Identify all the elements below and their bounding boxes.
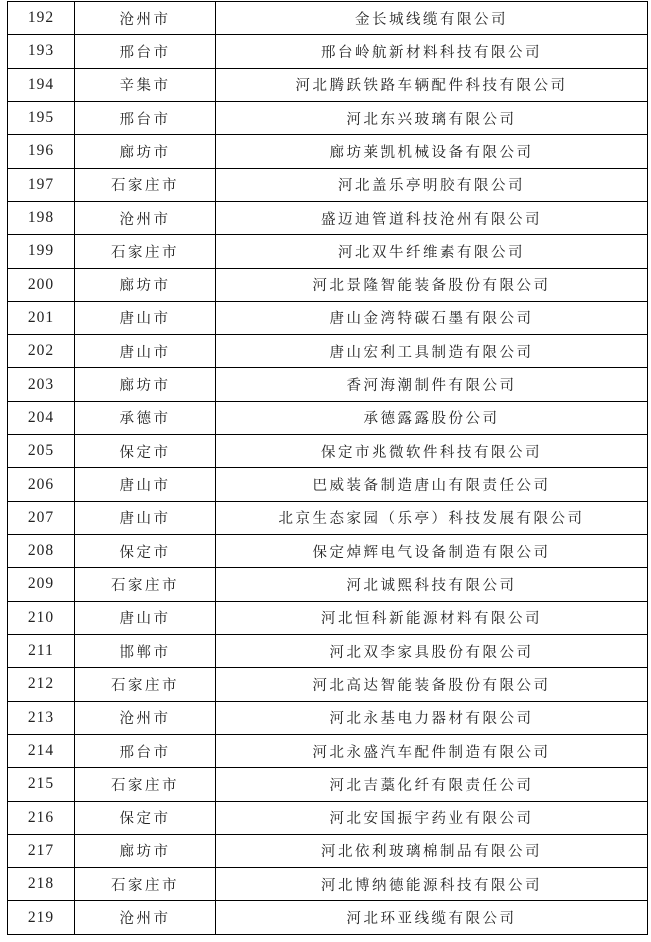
company-name-cell: 河北诚熙科技有限公司 xyxy=(216,568,648,601)
table-row xyxy=(8,168,648,201)
company-name-cell: 金长城线缆有限公司 xyxy=(216,2,648,35)
table-row xyxy=(8,734,648,767)
city-cell: 唐山市 xyxy=(75,301,216,334)
table-row xyxy=(8,834,648,867)
row-number-cell: 197 xyxy=(8,168,75,201)
table-row xyxy=(8,801,648,834)
company-name-cell: 河北永基电力器材有限公司 xyxy=(216,701,648,734)
city-cell: 石家庄市 xyxy=(75,568,216,601)
company-name-cell: 保定焯辉电气设备制造有限公司 xyxy=(216,535,648,568)
company-name-cell: 河北吉藁化纤有限责任公司 xyxy=(216,768,648,801)
row-number-cell: 201 xyxy=(8,301,75,334)
table-row xyxy=(8,35,648,68)
company-name-cell: 河北博纳德能源科技有限公司 xyxy=(216,868,648,901)
table-row xyxy=(8,634,648,667)
company-name-cell: 河北景隆智能装备股份有限公司 xyxy=(216,268,648,301)
row-number-cell: 209 xyxy=(8,568,75,601)
row-number-cell: 216 xyxy=(8,801,75,834)
city-cell: 辛集市 xyxy=(75,68,216,101)
row-number-cell: 195 xyxy=(8,101,75,134)
table-row xyxy=(8,768,648,801)
row-number-cell: 202 xyxy=(8,335,75,368)
city-cell: 廊坊市 xyxy=(75,268,216,301)
table-row xyxy=(8,701,648,734)
city-cell: 邢台市 xyxy=(75,734,216,767)
city-cell: 承德市 xyxy=(75,401,216,434)
table-row xyxy=(8,468,648,501)
company-name-cell: 承德露露股份公司 xyxy=(216,401,648,434)
table-row xyxy=(8,201,648,234)
city-cell: 唐山市 xyxy=(75,468,216,501)
city-cell: 唐山市 xyxy=(75,335,216,368)
row-number-cell: 198 xyxy=(8,201,75,234)
row-number-cell: 210 xyxy=(8,601,75,634)
city-cell: 唐山市 xyxy=(75,601,216,634)
city-cell: 廊坊市 xyxy=(75,368,216,401)
city-cell: 邢台市 xyxy=(75,35,216,68)
row-number-cell: 193 xyxy=(8,35,75,68)
city-cell: 邢台市 xyxy=(75,101,216,134)
city-cell: 沧州市 xyxy=(75,2,216,35)
table-row xyxy=(8,868,648,901)
row-number-cell: 219 xyxy=(8,901,75,935)
company-name-cell: 河北双李家具股份有限公司 xyxy=(216,634,648,667)
row-number-cell: 199 xyxy=(8,235,75,268)
table-row xyxy=(8,535,648,568)
company-name-cell: 唐山宏利工具制造有限公司 xyxy=(216,335,648,368)
row-number-cell: 205 xyxy=(8,435,75,468)
row-number-cell: 215 xyxy=(8,768,75,801)
table-row xyxy=(8,68,648,101)
table-row xyxy=(8,401,648,434)
row-number-cell: 204 xyxy=(8,401,75,434)
row-number-cell: 207 xyxy=(8,501,75,534)
company-name-cell: 盛迈迪管道科技沧州有限公司 xyxy=(216,201,648,234)
row-number-cell: 218 xyxy=(8,868,75,901)
company-name-cell: 巴威装备制造唐山有限责任公司 xyxy=(216,468,648,501)
city-cell: 廊坊市 xyxy=(75,135,216,168)
row-number-cell: 200 xyxy=(8,268,75,301)
company-name-cell: 北京生态家园（乐亭）科技发展有限公司 xyxy=(216,501,648,534)
city-cell: 石家庄市 xyxy=(75,868,216,901)
row-number-cell: 208 xyxy=(8,535,75,568)
row-number-cell: 214 xyxy=(8,734,75,767)
company-name-cell: 河北安国振宇药业有限公司 xyxy=(216,801,648,834)
company-name-cell: 河北东兴玻璃有限公司 xyxy=(216,101,648,134)
city-cell: 石家庄市 xyxy=(75,668,216,701)
company-name-cell: 河北高达智能装备股份有限公司 xyxy=(216,668,648,701)
city-cell: 沧州市 xyxy=(75,201,216,234)
company-table-body xyxy=(8,2,648,935)
company-name-cell: 香河海潮制件有限公司 xyxy=(216,368,648,401)
company-name-cell: 唐山金湾特碳石墨有限公司 xyxy=(216,301,648,334)
table-row xyxy=(8,668,648,701)
company-name-cell: 廊坊莱凯机械设备有限公司 xyxy=(216,135,648,168)
table-row xyxy=(8,268,648,301)
city-cell: 石家庄市 xyxy=(75,768,216,801)
city-cell: 保定市 xyxy=(75,801,216,834)
company-name-cell: 河北永盛汽车配件制造有限公司 xyxy=(216,734,648,767)
row-number-cell: 196 xyxy=(8,135,75,168)
table-row xyxy=(8,235,648,268)
table-row xyxy=(8,568,648,601)
table-row xyxy=(8,601,648,634)
table-row xyxy=(8,368,648,401)
row-number-cell: 211 xyxy=(8,634,75,667)
company-name-cell: 河北盖乐亭明胶有限公司 xyxy=(216,168,648,201)
company-name-cell: 邢台岭航新材料科技有限公司 xyxy=(216,35,648,68)
city-cell: 保定市 xyxy=(75,535,216,568)
company-name-cell: 保定市兆微软件科技有限公司 xyxy=(216,435,648,468)
table-row xyxy=(8,335,648,368)
table-row xyxy=(8,301,648,334)
company-name-cell: 河北双牛纤维素有限公司 xyxy=(216,235,648,268)
city-cell: 邯郸市 xyxy=(75,634,216,667)
row-number-cell: 212 xyxy=(8,668,75,701)
company-table xyxy=(7,1,648,935)
city-cell: 廊坊市 xyxy=(75,834,216,867)
table-row xyxy=(8,101,648,134)
table-row xyxy=(8,435,648,468)
table-row xyxy=(8,501,648,534)
table-row xyxy=(8,901,648,935)
row-number-cell: 213 xyxy=(8,701,75,734)
city-cell: 石家庄市 xyxy=(75,235,216,268)
company-name-cell: 河北环亚线缆有限公司 xyxy=(216,901,648,935)
city-cell: 石家庄市 xyxy=(75,168,216,201)
row-number-cell: 217 xyxy=(8,834,75,867)
row-number-cell: 206 xyxy=(8,468,75,501)
company-name-cell: 河北依利玻璃棉制品有限公司 xyxy=(216,834,648,867)
table-row xyxy=(8,2,648,35)
row-number-cell: 203 xyxy=(8,368,75,401)
company-name-cell: 河北腾跃铁路车辆配件科技有限公司 xyxy=(216,68,648,101)
city-cell: 保定市 xyxy=(75,435,216,468)
city-cell: 沧州市 xyxy=(75,701,216,734)
city-cell: 沧州市 xyxy=(75,901,216,935)
company-name-cell: 河北恒科新能源材料有限公司 xyxy=(216,601,648,634)
row-number-cell: 192 xyxy=(8,2,75,35)
table-row xyxy=(8,135,648,168)
row-number-cell: 194 xyxy=(8,68,75,101)
city-cell: 唐山市 xyxy=(75,501,216,534)
